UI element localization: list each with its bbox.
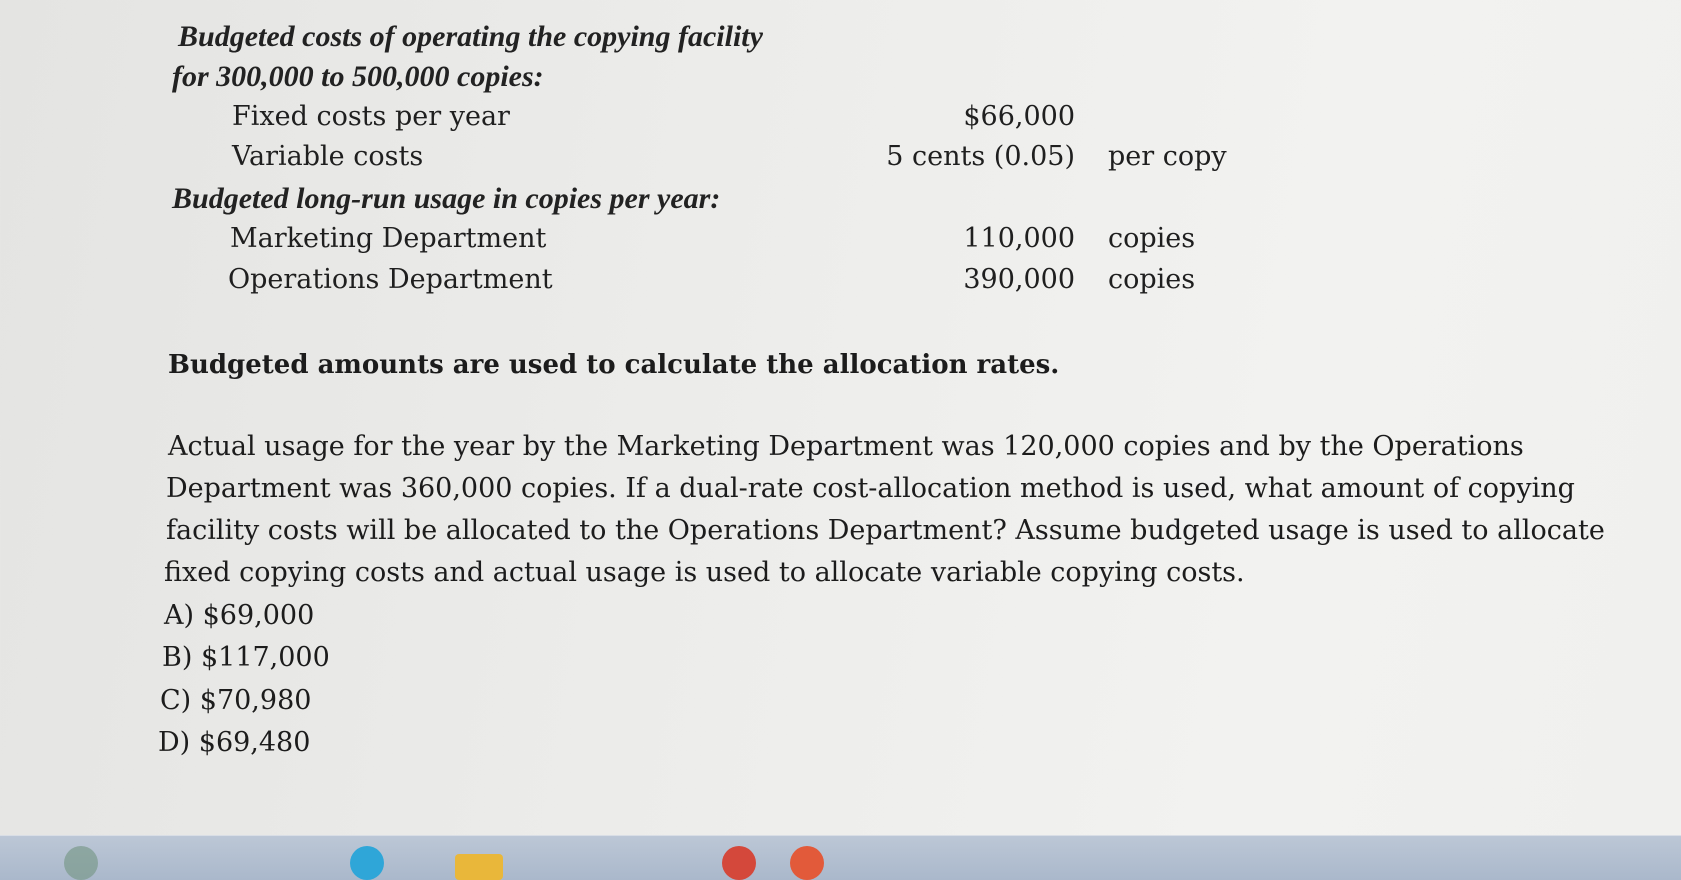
variable-costs-unit: per copy (1108, 141, 1227, 172)
question-line-1: Actual usage for the year by the Marketing Department was 120,000 copies and by the Operations (168, 431, 1524, 462)
app-icon-5[interactable] (790, 846, 824, 880)
usage-heading: Budgeted long-run usage in copies per year: (172, 182, 721, 215)
question-line-3: facility costs will be allocated to the Operations Department? Assume budgeted usage is used to allocate (166, 515, 1605, 546)
answer-option-b[interactable]: B) $117,000 (162, 642, 330, 673)
app-icon-4[interactable] (722, 846, 756, 880)
allocation-note: Budgeted amounts are used to calculate the allocation rates. (168, 350, 1060, 380)
question-line-2: Department was 360,000 copies. If a dual-rate cost-allocation method is used, what amount of copying (166, 473, 1575, 504)
operations-department-value: 390,000 (963, 264, 1075, 295)
budget-heading-line2: for 300,000 to 500,000 copies: (172, 60, 544, 93)
operations-department-label: Operations Department (228, 264, 553, 295)
marketing-department-label: Marketing Department (230, 223, 547, 254)
marketing-department-value: 110,000 (963, 223, 1075, 254)
fixed-costs-value: $66,000 (963, 101, 1075, 132)
app-icon-1[interactable] (64, 846, 98, 880)
variable-costs-value: 5 cents (0.05) (886, 141, 1075, 172)
question-line-4: fixed copying costs and actual usage is used to allocate variable copying costs. (164, 557, 1245, 588)
answer-option-d[interactable]: D) $69,480 (158, 727, 311, 758)
fixed-costs-label: Fixed costs per year (232, 101, 510, 132)
operations-department-unit: copies (1108, 264, 1196, 295)
app-icon-2[interactable] (350, 846, 384, 880)
marketing-department-unit: copies (1108, 223, 1196, 254)
variable-costs-label: Variable costs (232, 141, 424, 172)
budget-heading-line1: Budgeted costs of operating the copying facility (178, 20, 763, 53)
app-icon-3[interactable] (455, 854, 503, 880)
answer-option-c[interactable]: C) $70,980 (160, 685, 312, 716)
answer-option-a[interactable]: A) $69,000 (164, 600, 315, 631)
taskbar (0, 835, 1681, 880)
